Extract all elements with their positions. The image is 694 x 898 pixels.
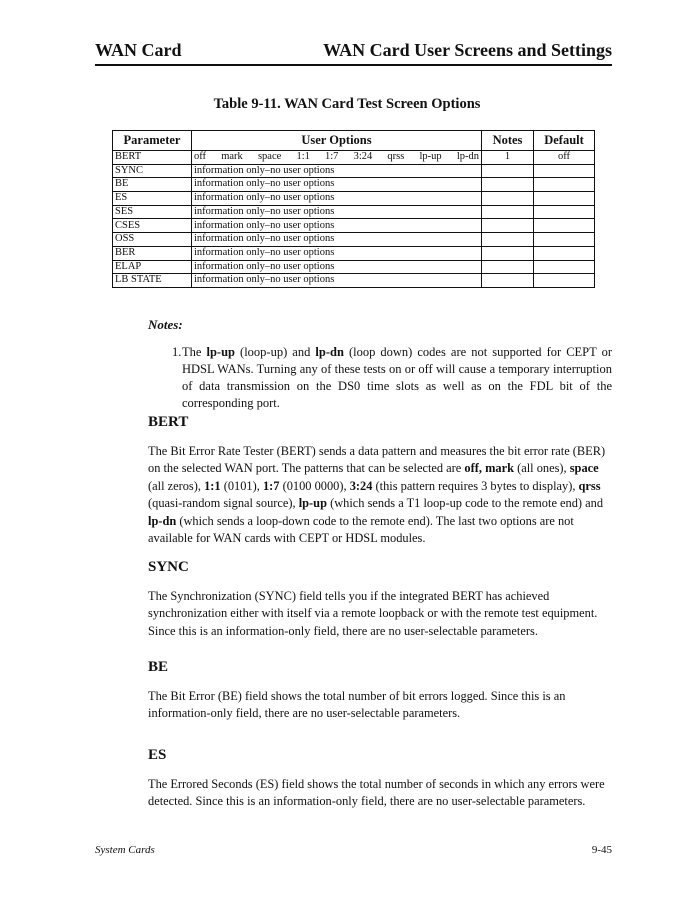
options-cell: information only–no user options <box>192 246 482 260</box>
param-cell: ES <box>113 192 192 206</box>
default-cell <box>534 178 595 192</box>
option-value: 1:1 <box>296 151 310 163</box>
option-value: lp-dn <box>456 151 479 163</box>
section-heading-bert: BERT <box>148 414 189 430</box>
column-header: Default <box>534 131 595 151</box>
table-row <box>113 219 595 233</box>
footer-left: System Cards <box>95 844 155 856</box>
default-cell <box>534 192 595 206</box>
options-cell: information only–no user options <box>192 219 482 233</box>
notes-cell <box>482 205 534 219</box>
section-heading-sync: SYNC <box>148 559 189 575</box>
section-body-bert: The Bit Error Rate Tester (BERT) sends a data pattern and measures the bit error rate (BER) on the selected WAN port. The patterns that can be selected are off, mark (all ones), space (all zeros), 1:1 (0101), 1:7 (0100 0000), 3:24 (this pattern requires 3 bytes to display), qrss (quasi-random signal source), lp-up (which sends a T1 loop-up code to the remote end) and lp-dn (which sends a loop-down code to the remote end). The last two options are not available for WAN cards with CEPT or HDSL modules. <box>148 444 606 546</box>
param-cell: BERT <box>113 151 192 165</box>
default-cell <box>534 260 595 274</box>
param-cell: SES <box>113 205 192 219</box>
table-row <box>113 233 595 247</box>
notes-cell <box>482 219 534 233</box>
option-value: 3:24 <box>353 151 373 163</box>
notes-cell <box>482 274 534 288</box>
param-cell: LB STATE <box>113 274 192 288</box>
options-cell: information only–no user options <box>192 178 482 192</box>
table-row <box>113 274 595 288</box>
option-value: qrss <box>387 151 405 163</box>
table-row <box>113 246 595 260</box>
column-header: Parameter <box>113 131 192 151</box>
notes-label: Notes: <box>148 317 183 332</box>
section-heading-be: BE <box>148 659 169 675</box>
options-cell: information only–no user options <box>192 192 482 206</box>
table-row <box>113 260 595 274</box>
option-value: 1:7 <box>325 151 339 163</box>
notes-cell <box>482 164 534 178</box>
param-cell: BE <box>113 178 192 192</box>
section-heading-es: ES <box>148 747 167 763</box>
default-cell <box>534 246 595 260</box>
header-rule <box>95 64 612 66</box>
notes-cell <box>482 260 534 274</box>
notes-cell: 1 <box>482 151 534 165</box>
table-row <box>113 192 595 206</box>
table-row <box>113 151 595 165</box>
param-cell: ELAP <box>113 260 192 274</box>
option-value: off <box>194 151 207 163</box>
page-number: 9-45 <box>591 844 612 856</box>
option-value: mark <box>221 151 243 163</box>
column-header: User Options <box>192 131 482 151</box>
page-header <box>95 40 612 64</box>
options-cell: information only–no user options <box>192 274 482 288</box>
notes-cell <box>482 192 534 206</box>
table-row <box>113 178 595 192</box>
notes-cell <box>482 246 534 260</box>
default-cell <box>534 233 595 247</box>
table-row <box>113 164 595 178</box>
param-cell: CSES <box>113 219 192 233</box>
param-cell: BER <box>113 246 192 260</box>
note-number: 1. <box>172 345 182 359</box>
default-cell <box>534 205 595 219</box>
options-cell <box>192 151 482 165</box>
note-item <box>172 344 612 412</box>
option-value: lp-up <box>419 151 442 163</box>
header-right: WAN Card User Screens and Settings <box>323 40 612 60</box>
options-cell: information only–no user options <box>192 260 482 274</box>
default-cell: off <box>534 151 595 165</box>
header-left: WAN Card <box>95 40 182 60</box>
options-cell: information only–no user options <box>192 233 482 247</box>
default-cell <box>534 219 595 233</box>
options-cell: information only–no user options <box>192 164 482 178</box>
param-cell: SYNC <box>113 164 192 178</box>
notes-cell <box>482 233 534 247</box>
section-body-es: The Errored Seconds (ES) field shows the total number of seconds in which any errors were detected. Since this is an information-only field, there are no user-selectable parameters. <box>148 777 605 809</box>
table-row <box>113 205 595 219</box>
notes-cell <box>482 178 534 192</box>
options-cell: information only–no user options <box>192 205 482 219</box>
default-cell <box>534 164 595 178</box>
param-cell: OSS <box>113 233 192 247</box>
note-text: The lp-up (loop-up) and lp-dn (loop down) codes are not supported for CEPT or HDSL WANs. Turning any of these tests on or off will cause a temporary interruption of data transmission on the DS0 time slots as well as on the FDL bit of the corresponding port. <box>182 345 612 410</box>
option-value: space <box>257 151 282 163</box>
options-table <box>112 130 595 288</box>
section-body-be: The Bit Error (BE) field shows the total number of bit errors logged. Since this is an information-only field, there are no user-selectable parameters. <box>148 689 566 721</box>
table-header-row <box>113 131 595 151</box>
column-header: Notes <box>482 131 534 151</box>
section-body-sync: The Synchronization (SYNC) field tells you if the integrated BERT has achieved synchronization either with itself via a remote loopback or with the remote test equipment. Since this is an information-only field, there are no user-selectable parameters. <box>148 589 598 638</box>
table-title: Table 9-11. WAN Card Test Screen Options <box>213 96 481 112</box>
default-cell <box>534 274 595 288</box>
